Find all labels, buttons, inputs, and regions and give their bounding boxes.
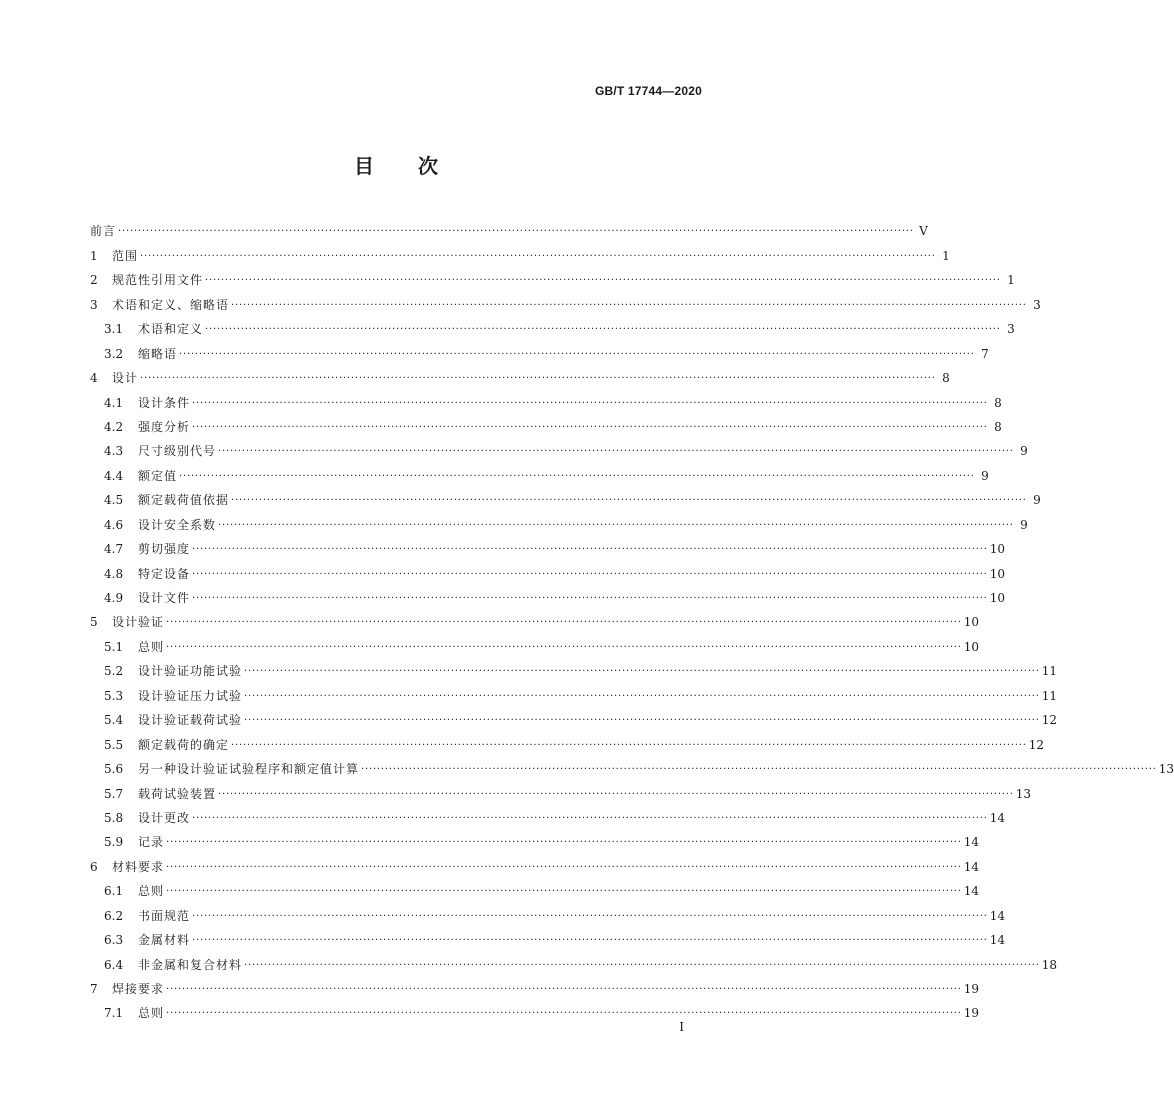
toc-entry-number: 6.1 (104, 884, 124, 899)
toc-entry-title: 额定载荷值依据 (138, 493, 230, 508)
toc-entry-number: 5.3 (104, 688, 124, 703)
toc-entry-number: 7.1 (104, 1006, 124, 1021)
toc-dot-leader: ········································································································································································································ (218, 519, 1014, 531)
toc-entry-page: 10 (963, 639, 980, 654)
toc-entry-title: 设计安全系数 (138, 517, 217, 532)
toc-entry[interactable] (90, 973, 980, 997)
toc-dot-leader: ········································································································································································································ (192, 910, 988, 922)
toc-entry-title: 设计验证 (112, 615, 165, 630)
toc-entry[interactable] (90, 728, 1045, 752)
toc-dot-leader: ········································································································································································································ (179, 348, 975, 360)
toc-entry-number: 2 (90, 273, 98, 288)
toc-entry-title: 焊接要求 (112, 982, 165, 996)
toc-entry-title: 非金属和复合材料 (138, 957, 243, 972)
toc-entry[interactable] (90, 655, 1058, 679)
toc-dot-leader: ········································································································································································································ (192, 421, 988, 433)
toc-dot-leader: ········································································································································································································ (166, 641, 962, 653)
toc-entry[interactable] (90, 435, 1028, 459)
toc-entry[interactable] (90, 899, 1006, 923)
toc-entry-title: 范围 (112, 248, 139, 263)
toc-dot-leader: ········································································································································································································ (205, 275, 1001, 287)
toc-entry[interactable] (90, 508, 1028, 532)
toc-entry-title: 设计验证载荷试验 (138, 713, 243, 728)
toc-list (90, 215, 1174, 1021)
toc-dot-leader: ········································································································································································································ (231, 495, 1027, 507)
toc-dot-leader: ········································································································································································································ (166, 617, 962, 629)
toc-entry[interactable] (90, 850, 980, 874)
standard-code: GB/T 17744—2020 (594, 84, 702, 98)
toc-entry-title: 设计 (112, 371, 139, 386)
toc-entry[interactable] (90, 630, 980, 654)
toc-entry[interactable] (90, 288, 1041, 312)
toc-dot-leader: ········································································································································································································ (166, 837, 962, 849)
toc-entry[interactable] (90, 362, 950, 386)
toc-entry-title: 尺寸级别代号 (138, 444, 217, 459)
toc-entry[interactable] (90, 679, 1058, 703)
toc-entry-page: 9 (1020, 444, 1028, 459)
toc-entry-page: 19 (963, 1006, 980, 1021)
page-number: Ⅰ (679, 1020, 684, 1034)
toc-entry-page: 10 (989, 566, 1006, 581)
toc-entry-number: 1 (90, 248, 98, 263)
toc-dot-leader: ········································································································································································································ (192, 568, 988, 580)
toc-dot-leader: ········································································································································································································ (118, 226, 914, 238)
toc-entry-title: 剪切强度 (138, 542, 191, 557)
toc-entry-number: 5.8 (104, 810, 124, 825)
toc-dot-leader: ········································································································································································································ (231, 739, 1027, 751)
toc-entry[interactable] (90, 386, 1002, 410)
toc-dot-leader: ········································································································································································································ (218, 788, 1014, 800)
toc-entry-number: 5.9 (104, 835, 124, 850)
toc-entry[interactable] (90, 875, 980, 899)
toc-entry[interactable] (90, 337, 989, 361)
toc-entry-page: 1 (1007, 273, 1015, 288)
toc-entry-page: 14 (989, 908, 1006, 923)
toc-dot-leader: ········································································································································································································ (192, 397, 988, 409)
toc-entry-page: 9 (1033, 493, 1041, 508)
toc-entry[interactable] (90, 484, 1041, 508)
toc-dot-leader: ········································································································································································································ (192, 593, 988, 604)
toc-entry-number: 4.5 (104, 493, 124, 508)
toc-dot-leader: ········································································································································································································ (244, 666, 1040, 678)
toc-entry-number: 7 (90, 982, 98, 996)
toc-entry-page: 8 (942, 371, 950, 386)
toc-entry-page: 7 (981, 346, 989, 361)
toc-entry-page: 14 (963, 835, 980, 850)
toc-entry-page: 18 (1041, 957, 1058, 972)
toc-entry-number: 4 (90, 371, 98, 386)
toc-entry-page: Ⅴ (919, 224, 928, 239)
toc-dot-leader: ········································································································································································································ (244, 715, 1040, 727)
toc-title-right: 次 (418, 154, 438, 178)
toc-entry-title: 金属材料 (138, 933, 191, 948)
toc-dot-leader: ········································································································································································································ (361, 764, 1157, 776)
toc-entry-number: 6.4 (104, 957, 124, 972)
toc-entry-page: 19 (963, 982, 980, 996)
toc-entry-page: 9 (1020, 517, 1028, 532)
toc-entry-title: 总则 (138, 639, 165, 654)
toc-entry[interactable] (90, 411, 1002, 435)
toc-entry[interactable] (90, 924, 1006, 948)
toc-entry-page: 11 (1041, 688, 1058, 703)
toc-entry-number: 5.6 (104, 762, 124, 777)
toc-entry-title: 另一种设计验证试验程序和额定值计算 (138, 762, 360, 777)
toc-entry[interactable] (90, 239, 950, 263)
toc-entry-number: 4.1 (104, 395, 124, 410)
toc-entry[interactable] (90, 777, 1032, 801)
toc-entry-number: 5.4 (104, 713, 124, 728)
toc-dot-leader: ········································································································································································································ (205, 324, 1001, 336)
toc-entry[interactable] (90, 264, 1015, 288)
toc-entry-title: 材料要求 (112, 859, 165, 874)
toc-entry-page: 8 (994, 395, 1002, 410)
toc-dot-leader: ········································································································································································································ (166, 886, 962, 898)
toc-entry-page: 3 (1033, 297, 1041, 312)
toc-entry-page: 14 (963, 884, 980, 899)
toc-entry-page: 10 (963, 615, 980, 630)
toc-title (0, 150, 792, 179)
toc-entry-title: 术语和定义 (138, 322, 204, 337)
toc-entry-title: 总则 (138, 884, 165, 899)
toc-entry[interactable] (90, 557, 1006, 581)
toc-entry[interactable] (90, 753, 1174, 777)
toc-entry-title: 书面规范 (138, 908, 191, 923)
toc-dot-leader: ········································································································································································································ (192, 935, 988, 947)
toc-entry-title: 设计验证压力试验 (138, 688, 243, 703)
toc-dot-leader: ········································································································································································································ (244, 690, 1040, 702)
toc-entry-number: 6 (90, 859, 98, 874)
toc-entry-number: 3.1 (104, 322, 124, 337)
toc-entry-title: 设计更改 (138, 810, 191, 825)
toc-entry[interactable] (90, 606, 980, 630)
toc-dot-leader: ········································································································································································································ (192, 544, 988, 556)
toc-entry-number: 5.5 (104, 737, 124, 752)
toc-dot-leader: ········································································································································································································ (192, 812, 988, 824)
toc-entry-number: 5.7 (104, 786, 124, 801)
toc-entry-number: 3.2 (104, 346, 124, 361)
toc-dot-leader: ········································································································································································································ (231, 299, 1027, 311)
toc-entry-title: 术语和定义、缩略语 (112, 297, 230, 312)
toc-entry-title: 设计验证功能试验 (138, 664, 243, 679)
toc-entry-page: 9 (981, 468, 989, 483)
toc-entry[interactable] (90, 948, 1058, 972)
toc-entry-page: 12 (1041, 713, 1058, 728)
toc-entry-title: 缩略语 (138, 346, 178, 361)
toc-entry-title: 设计文件 (138, 591, 191, 605)
toc-entry-page: 8 (994, 419, 1002, 434)
toc-entry-title: 记录 (138, 835, 165, 850)
toc-entry-number: 4.2 (104, 419, 124, 434)
toc-dot-leader: ········································································································································································································ (218, 446, 1014, 458)
toc-entry-title: 规范性引用文件 (112, 273, 204, 288)
toc-dot-leader: ········································································································································································································ (166, 861, 962, 873)
toc-entry-title: 额定载荷的确定 (138, 737, 230, 752)
toc-entry[interactable] (90, 533, 1006, 557)
toc-entry-page: 10 (989, 542, 1006, 557)
toc-entry-title: 前言 (90, 224, 117, 239)
toc-entry-number: 4.3 (104, 444, 124, 459)
toc-entry[interactable] (90, 704, 1058, 728)
toc-entry-number: 6.2 (104, 908, 124, 923)
toc-entry-page: 13 (1015, 786, 1032, 801)
toc-entry-page: 12 (1028, 737, 1045, 752)
toc-entry-page: 13 (1158, 762, 1174, 777)
toc-entry-page: 1 (942, 248, 950, 263)
toc-entry-number: 5.1 (104, 639, 124, 654)
toc-entry-title: 设计条件 (138, 395, 191, 410)
toc-dot-leader: ········································································································································································································ (166, 1008, 962, 1020)
toc-entry[interactable] (90, 459, 989, 483)
toc-entry-number: 4.8 (104, 566, 124, 581)
toc-entry-number: 5 (90, 615, 98, 630)
toc-entry-number: 5.2 (104, 664, 124, 679)
toc-entry[interactable] (90, 313, 1015, 337)
toc-entry-number: 4.9 (104, 591, 124, 605)
toc-entry-title: 额定值 (138, 468, 178, 483)
toc-entry[interactable] (90, 215, 928, 239)
toc-dot-leader: ········································································································································································································ (140, 250, 936, 262)
toc-entry-number: 3 (90, 297, 98, 312)
toc-entry-page: 11 (1041, 664, 1058, 679)
toc-entry-page: 14 (989, 933, 1006, 948)
toc-dot-leader: ········································································································································································································ (140, 373, 936, 385)
toc-entry-number: 6.3 (104, 933, 124, 948)
toc-entry[interactable] (90, 826, 980, 850)
toc-entry-number: 4.7 (104, 542, 124, 557)
toc-entry-page: 3 (1007, 322, 1015, 337)
toc-entry-page: 10 (989, 591, 1006, 605)
toc-entry-title: 载荷试验装置 (138, 786, 217, 801)
toc-entry-number: 4.4 (104, 468, 124, 483)
toc-entry-page: 14 (963, 859, 980, 874)
toc-title-left: 目 (354, 154, 374, 178)
toc-entry-title: 总则 (138, 1006, 165, 1021)
toc-entry[interactable] (90, 802, 1006, 826)
toc-entry-title: 强度分析 (138, 419, 191, 434)
toc-entry-title: 特定设备 (138, 566, 191, 581)
toc-dot-leader: ········································································································································································································ (179, 470, 975, 482)
toc-entry[interactable] (90, 997, 980, 1021)
toc-entry-number: 4.6 (104, 517, 124, 532)
toc-entry-page: 14 (989, 810, 1006, 825)
toc-dot-leader: ········································································································································································································ (244, 959, 1040, 971)
toc-entry[interactable] (90, 582, 1006, 606)
toc-dot-leader: ········································································································································································································ (166, 984, 962, 995)
